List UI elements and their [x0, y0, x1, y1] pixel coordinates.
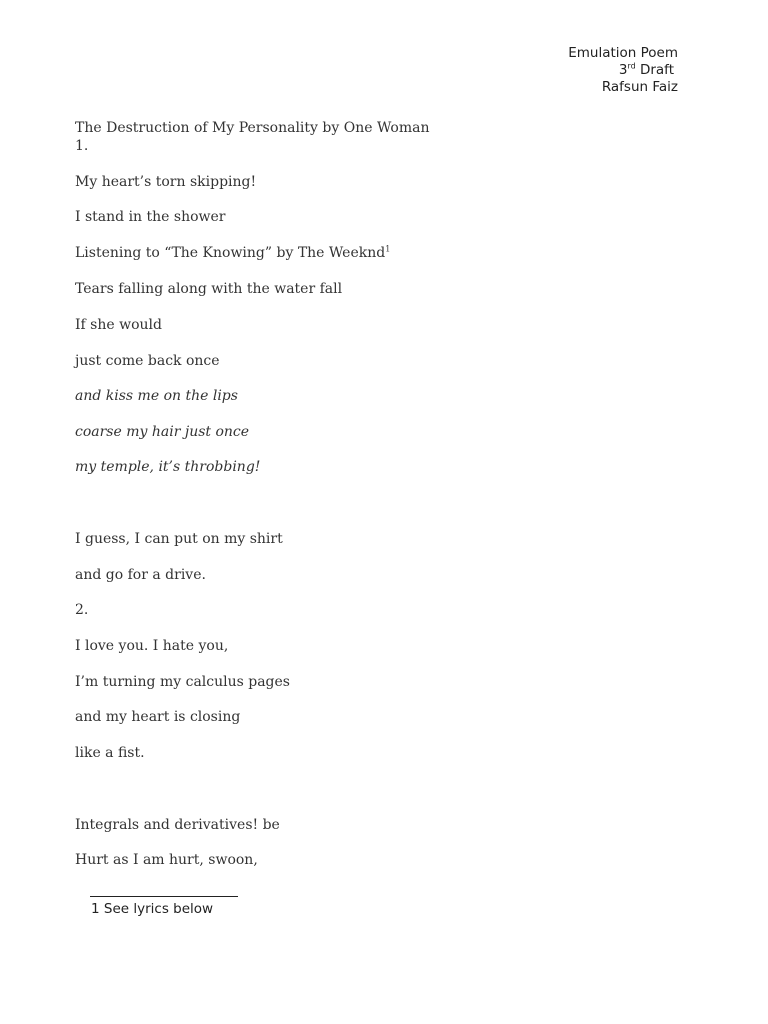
poem-line: I guess, I can put on my shirt [75, 531, 283, 547]
section-number-2: 2. [75, 602, 89, 618]
poem-title: The Destruction of My Personality by One Woman [75, 120, 430, 136]
poem-line: Tears falling along with the water fall [75, 281, 343, 297]
poem-line: I love you. I hate you, [75, 638, 229, 654]
poem-line-italic: and kiss me on the lips [75, 388, 238, 404]
author-name: Rafsun Faiz [601, 79, 678, 95]
poem-line: just come back once [75, 353, 220, 369]
poem-line-italic: my temple, it’s throbbing! [75, 459, 261, 475]
draft-word: Draft [639, 62, 674, 78]
draft-ordinal-suffix: rd [627, 61, 636, 71]
poem-line: and go for a drive. [75, 567, 206, 583]
poem-line: Hurt as I am hurt, swoon, [75, 852, 258, 868]
poem-line-text: Listening to “The Knowing” by The Weeknd [75, 245, 386, 261]
poem-line: Integrals and derivatives! be [75, 817, 280, 833]
poem-line-italic: coarse my hair just once [75, 424, 250, 440]
poem-line: like a fist. [75, 745, 145, 761]
poem-line: If she would [75, 317, 162, 333]
poem-line: I’m turning my calculus pages [75, 674, 290, 690]
assignment-label: Emulation Poem [568, 45, 678, 61]
draft-number: 3 [618, 62, 628, 78]
footnote-separator [90, 896, 238, 897]
poem-line: and my heart is closing [75, 709, 241, 725]
document-header [568, 45, 678, 96]
poem-line: My heart’s torn skipping! [75, 174, 257, 190]
poem-line-with-footnote [75, 245, 390, 261]
section-number-1: 1. [75, 138, 89, 154]
footnote-reference: 1 [385, 244, 391, 254]
footnote: 1 See lyrics below [91, 901, 214, 917]
draft-label [568, 62, 674, 79]
poem-line: I stand in the shower [75, 209, 226, 225]
